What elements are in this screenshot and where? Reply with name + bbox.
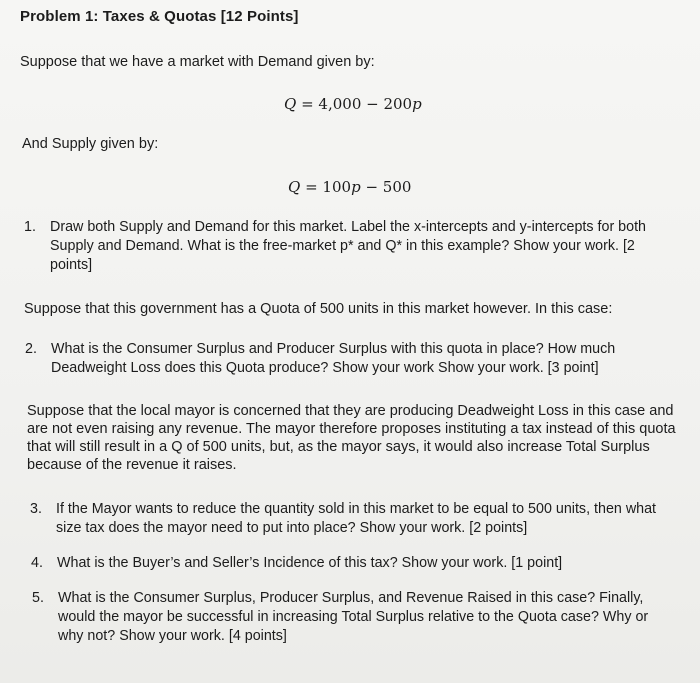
- problem-title: Problem 1: Taxes & Quotas [12 Points]: [20, 8, 299, 25]
- supply-lhs: Q: [288, 178, 301, 196]
- demand-var: p: [412, 95, 422, 113]
- supply-rhs-mid: = 100: [300, 178, 352, 196]
- mayor-paragraph: Suppose that the local mayor is concerned that they are producing Deadweight Loss in this case and are not even raising any revenue. The mayor therefore proposes instituting a tax instead of this quota that will still result in a Q of 500 units, but, as the mayor says, it would also increase Total Surplus because of the revenue it raises.: [27, 403, 676, 473]
- question-4: [31, 554, 671, 573]
- question-text: If the Mayor wants to reduce the quantity sold in this market to be equal to 500 units, then what size tax does the mayor need to put into place? Show your work. [2 points]: [56, 501, 657, 536]
- question-text: What is the Consumer Surplus and Producer Surplus with this quota in place? How much Deadweight Loss does this Quota produce? Show your work Show your work. [3 point]: [51, 341, 616, 376]
- demand-equation: [284, 95, 422, 113]
- demand-intro: Suppose that we have a market with Demand given by:: [20, 54, 375, 70]
- question-text: What is the Consumer Surplus, Producer Surplus, and Revenue Raised in this case? Finally, would the mayor be successful in increasing Total Surplus relative to the Quota case? Why or why not? Show your work. [4 points]: [58, 590, 649, 644]
- question-number: 2.: [25, 341, 37, 357]
- question-1: [24, 218, 672, 275]
- supply-rhs-suffix: − 500: [360, 178, 412, 196]
- supply-intro: And Supply given by:: [22, 136, 159, 152]
- question-3: [30, 500, 670, 538]
- question-5: [32, 589, 662, 646]
- demand-rhs: = 4,000 − 200: [296, 95, 413, 113]
- supply-var: p: [351, 178, 361, 196]
- question-text: Draw both Supply and Demand for this market. Label the x-intercepts and y-intercepts for both Supply and Demand. What is the free-market p* and Q* in this example? Show your work. [2 points]: [50, 219, 647, 273]
- question-number: 5.: [32, 590, 44, 606]
- question-2: [25, 340, 665, 378]
- question-number: 3.: [30, 501, 42, 517]
- demand-lhs: Q: [284, 95, 297, 113]
- question-text: What is the Buyer’s and Seller’s Incidence of this tax? Show your work. [1 point]: [57, 555, 563, 571]
- question-number: 1.: [24, 219, 36, 235]
- question-number: 4.: [31, 555, 43, 571]
- supply-equation: [288, 178, 411, 196]
- quota-intro: Suppose that this government has a Quota of 500 units in this market however. In this case:: [24, 301, 613, 317]
